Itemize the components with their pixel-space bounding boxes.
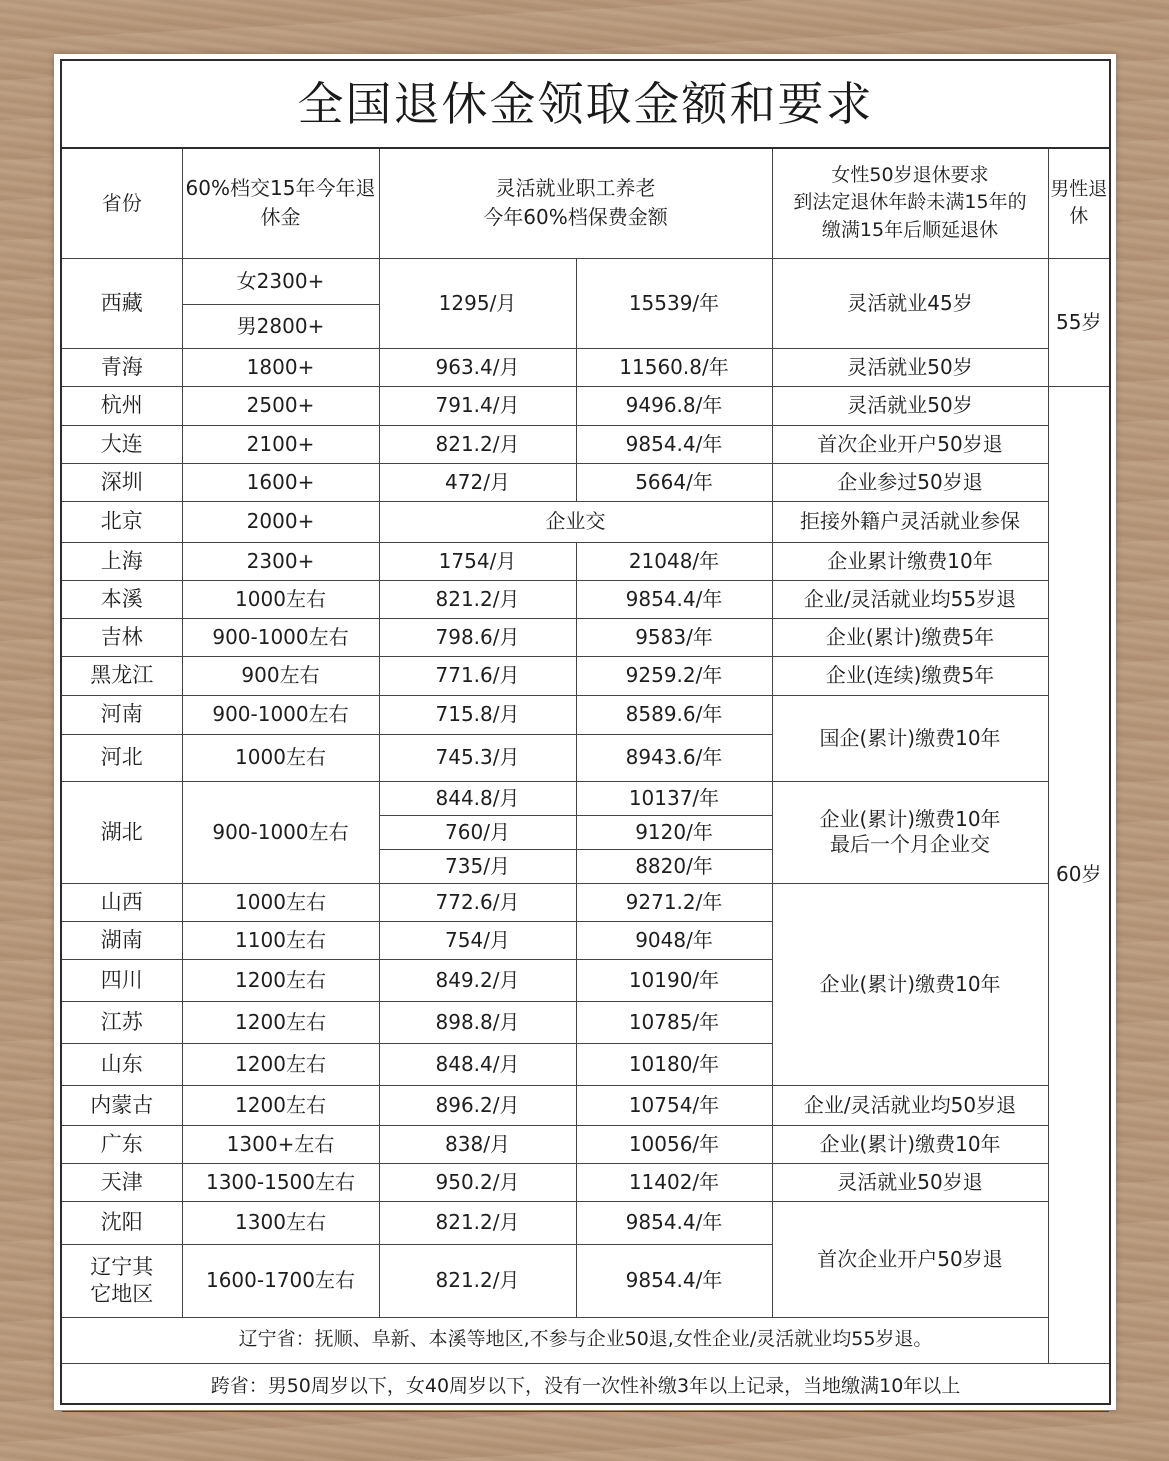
table-row: [62, 425, 1109, 463]
female-requirement-cell: 企业累计缴费10年: [772, 542, 1048, 580]
monthly-premium-cell: 950.2/月: [379, 1163, 576, 1201]
table-row: [62, 656, 1109, 695]
female-requirement-cell: 企业(累计)缴费10年 最后一个月企业交: [772, 781, 1048, 883]
pension-cell: 1000左右: [182, 734, 379, 781]
yearly-premium-cell: 8589.6/年: [576, 695, 772, 734]
table-row: [62, 695, 1109, 734]
province-cell: 杭州: [62, 386, 182, 425]
pension-cell: 900-1000左右: [182, 618, 379, 656]
pension-cell: 900左右: [182, 656, 379, 695]
yearly-premium-cell: 9583/年: [576, 618, 772, 656]
monthly-premium-cell: 754/月: [379, 921, 576, 959]
monthly-premium-cell: 791.4/月: [379, 386, 576, 425]
province-cell: 山西: [62, 883, 182, 921]
monthly-premium-cell: 715.8/月: [379, 695, 576, 734]
pension-cell: 1600+: [182, 463, 379, 501]
monthly-premium-cell: 771.6/月: [379, 656, 576, 695]
female-requirement-cell: 企业/灵活就业均55岁退: [772, 580, 1048, 618]
yearly-premium-cell: 9854.4/年: [576, 580, 772, 618]
cross-province-note: 跨省：男50周岁以下，女40周岁以下，没有一次性补缴3年以上记录，当地缴满10年以上: [62, 1363, 1109, 1411]
yearly-premium-cell: 9259.2/年: [576, 656, 772, 695]
pension-cell: 1100左右: [182, 921, 379, 959]
premium-merged-cell: 企业交: [379, 501, 772, 542]
female-requirement-cell: 首次企业开户50岁退: [772, 425, 1048, 463]
yearly-premium-cell: 9854.4/年: [576, 1201, 772, 1244]
yearly-premium-cell: 11560.8/年: [576, 348, 772, 386]
pension-cell: 1000左右: [182, 883, 379, 921]
table-row: [62, 580, 1109, 618]
province-cell: 天津: [62, 1163, 182, 1201]
province-cell: 湖北: [62, 781, 182, 883]
female-requirement-cell: 灵活就业50岁退: [772, 1163, 1048, 1201]
pension-cell: 1200左右: [182, 1001, 379, 1043]
yearly-premium-cell: 10180/年: [576, 1043, 772, 1085]
header-male-retirement: 男性退 休: [1048, 149, 1109, 258]
retirement-table-sheet: [60, 59, 1111, 1405]
monthly-premium-cell: 798.6/月: [379, 618, 576, 656]
monthly-premium-cell: 896.2/月: [379, 1085, 576, 1125]
header-female-requirement: 女性50岁退休要求 到法定退休年龄未满15年的 缴满15年后顺延退休: [772, 149, 1048, 258]
pension-cell: 2300+: [182, 542, 379, 580]
pension-cell: 女2300+: [182, 258, 379, 304]
female-requirement-cell: 企业(累计)缴费10年: [772, 1125, 1048, 1163]
monthly-premium-cell: 838/月: [379, 1125, 576, 1163]
province-cell: 内蒙古: [62, 1085, 182, 1125]
document-paper: [54, 54, 1116, 1410]
pension-cell: 1000左右: [182, 580, 379, 618]
pension-cell: 900-1000左右: [182, 781, 379, 883]
monthly-premium-cell: 849.2/月: [379, 959, 576, 1001]
province-cell: 辽宁其 它地区: [62, 1244, 182, 1317]
province-cell: 河北: [62, 734, 182, 781]
province-cell: 吉林: [62, 618, 182, 656]
province-cell: 北京: [62, 501, 182, 542]
monthly-premium-cell: 821.2/月: [379, 580, 576, 618]
monthly-premium-cell: 1754/月: [379, 542, 576, 580]
pension-cell: 1300左右: [182, 1201, 379, 1244]
table-row: [62, 1163, 1109, 1201]
monthly-premium-cell: 760/月: [379, 815, 576, 849]
pension-cell: 1200左右: [182, 1085, 379, 1125]
note-row: [62, 1317, 1109, 1363]
female-requirement-cell: 企业(累计)缴费5年: [772, 618, 1048, 656]
monthly-premium-cell: 963.4/月: [379, 348, 576, 386]
female-requirement-cell: 企业/灵活就业均50岁退: [772, 1085, 1048, 1125]
female-requirement-cell: 拒接外籍户灵活就业参保: [772, 501, 1048, 542]
yearly-premium-cell: 10785/年: [576, 1001, 772, 1043]
pension-cell: 1600-1700左右: [182, 1244, 379, 1317]
female-requirement-cell: 灵活就业50岁: [772, 386, 1048, 425]
pension-cell: 1300-1500左右: [182, 1163, 379, 1201]
monthly-premium-cell: 1295/月: [379, 258, 576, 348]
monthly-premium-cell: 735/月: [379, 849, 576, 883]
pension-cell: 2100+: [182, 425, 379, 463]
yearly-premium-cell: 8943.6/年: [576, 734, 772, 781]
province-cell: 江苏: [62, 1001, 182, 1043]
table-row: [62, 1085, 1109, 1125]
monthly-premium-cell: 745.3/月: [379, 734, 576, 781]
table-row: [62, 463, 1109, 501]
page-title: 全国退休金领取金额和要求: [62, 61, 1109, 149]
pension-cell: 1800+: [182, 348, 379, 386]
table-row: [62, 386, 1109, 425]
table-row: [62, 883, 1109, 921]
female-requirement-cell: 国企(累计)缴费10年: [772, 695, 1048, 781]
yearly-premium-cell: 21048/年: [576, 542, 772, 580]
province-cell: 大连: [62, 425, 182, 463]
monthly-premium-cell: 821.2/月: [379, 1201, 576, 1244]
table-row: [62, 618, 1109, 656]
header-premium: 灵活就业职工养老 今年60%档保费金额: [379, 149, 772, 258]
province-cell: 广东: [62, 1125, 182, 1163]
yearly-premium-cell: 10137/年: [576, 781, 772, 815]
female-requirement-cell: 灵活就业45岁: [772, 258, 1048, 348]
yearly-premium-cell: 5664/年: [576, 463, 772, 501]
pension-cell: 男2800+: [182, 304, 379, 348]
yearly-premium-cell: 10190/年: [576, 959, 772, 1001]
liaoning-note: 辽宁省：抚顺、阜新、本溪等地区,不参与企业50退,女性企业/灵活就业均55岁退。: [62, 1317, 1109, 1363]
table-row: [62, 542, 1109, 580]
monthly-premium-cell: 844.8/月: [379, 781, 576, 815]
province-cell: 沈阳: [62, 1201, 182, 1244]
table-row: [62, 348, 1109, 386]
yearly-premium-cell: 8820/年: [576, 849, 772, 883]
note-row: [62, 1363, 1109, 1411]
monthly-premium-cell: 848.4/月: [379, 1043, 576, 1085]
monthly-premium-cell: 821.2/月: [379, 425, 576, 463]
pension-cell: 900-1000左右: [182, 695, 379, 734]
yearly-premium-cell: 11402/年: [576, 1163, 772, 1201]
monthly-premium-cell: 898.8/月: [379, 1001, 576, 1043]
yearly-premium-cell: 10056/年: [576, 1125, 772, 1163]
pension-cell: 2500+: [182, 386, 379, 425]
table-row: [62, 1201, 1109, 1244]
province-cell: 本溪: [62, 580, 182, 618]
yearly-premium-cell: 9271.2/年: [576, 883, 772, 921]
yearly-premium-cell: 9496.8/年: [576, 386, 772, 425]
header-row: [62, 149, 1109, 258]
yearly-premium-cell: 9120/年: [576, 815, 772, 849]
table-row: [62, 258, 1109, 304]
female-requirement-cell: 企业(累计)缴费10年: [772, 883, 1048, 1085]
province-cell: 四川: [62, 959, 182, 1001]
yearly-premium-cell: 9854.4/年: [576, 425, 772, 463]
province-cell: 黑龙江: [62, 656, 182, 695]
table-row: [62, 781, 1109, 815]
monthly-premium-cell: 821.2/月: [379, 1244, 576, 1317]
header-province: 省份: [62, 149, 182, 258]
province-cell: 河南: [62, 695, 182, 734]
yearly-premium-cell: 9048/年: [576, 921, 772, 959]
monthly-premium-cell: 772.6/月: [379, 883, 576, 921]
male-age-cell: 60岁: [1048, 386, 1109, 1363]
table-row: [62, 501, 1109, 542]
province-cell: 上海: [62, 542, 182, 580]
yearly-premium-cell: 15539/年: [576, 258, 772, 348]
province-cell: 青海: [62, 348, 182, 386]
pension-cell: 1200左右: [182, 959, 379, 1001]
female-requirement-cell: 企业参过50岁退: [772, 463, 1048, 501]
yearly-premium-cell: 9854.4/年: [576, 1244, 772, 1317]
table-row: [62, 1125, 1109, 1163]
female-requirement-cell: 企业(连续)缴费5年: [772, 656, 1048, 695]
male-age-cell: 55岁: [1048, 258, 1109, 386]
yearly-premium-cell: 10754/年: [576, 1085, 772, 1125]
province-cell: 深圳: [62, 463, 182, 501]
header-pension: 60%档交15年今年退 休金: [182, 149, 379, 258]
female-requirement-cell: 首次企业开户50岁退: [772, 1201, 1048, 1317]
pension-cell: 1300+左右: [182, 1125, 379, 1163]
pension-cell: 1200左右: [182, 1043, 379, 1085]
pension-cell: 2000+: [182, 501, 379, 542]
female-requirement-cell: 灵活就业50岁: [772, 348, 1048, 386]
province-cell: 湖南: [62, 921, 182, 959]
province-cell: 山东: [62, 1043, 182, 1085]
province-cell: 西藏: [62, 258, 182, 348]
retirement-table: [62, 149, 1109, 1412]
monthly-premium-cell: 472/月: [379, 463, 576, 501]
